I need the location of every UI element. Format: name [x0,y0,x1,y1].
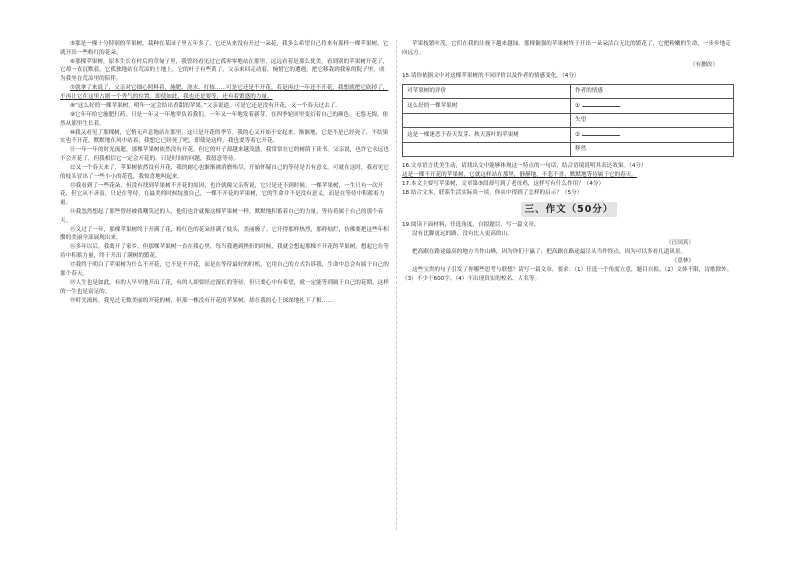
questions-column [402,40,736,284]
passage-paragraph: ⑰我终于明白了苹果树为什么不开花，它不是不开花，而是在等待最好的时机，它用自己的方式告诉我，生命中总会有属于自己的那个春天。 [60,262,389,277]
answer-blank[interactable] [582,130,620,136]
table-header: 对苹果树的评价 [403,84,571,99]
passage-paragraph: ⑮又过了一年，那棵苹果树终于开满了花，粉红色的花朵挂满了枝头，美丽极了。它开得那样热烈，那样灿烂，仿佛要把这些年积攒的美丽全部展现出来。 [60,226,389,242]
material-1: 没有比脚更远的路，没有比人更高的山。 [412,231,513,238]
table-cell: 这是一棵迷恋于春天发芽、秋天落叶的苹果树 [403,128,571,143]
passage-paragraph: ⑨它年年给它施肥打药，只是一年又一年地辜负着我们。一年又一年地发着新芽，在四季轮回里变幻着自己的颜色，无怨无悔，依然从那里生长着。 [60,111,389,127]
answer-mark: ② [575,132,581,139]
table-cell: 释然 [571,142,734,157]
question-17: 17.本文主要写苹果树，文章第⑤段却写到了老母鸡，这样写有什么作用？（4分） [402,181,605,188]
table-cell [571,128,734,143]
table-cell[interactable] [403,142,571,157]
table-header-row [403,84,734,99]
question-18: 18.结合文本，联系生活实际谈一谈，你从中得到了怎样的启示？（5分） [402,190,583,197]
passage-paragraph: ⑤那是一棵十分特别的苹果树，栽种在某园子里五年多了，它还从来没有开过一朵花，我多么希望自己将来有那样一棵苹果树，它就开出一些粉红的花朵。 [60,41,389,56]
passage-paragraph: ⑪一年一年的时光流逝，那棵苹果树依然没有开花，但它的叶子却越来越茂盛，我常常在它的树荫下读书。父亲说，也许它永远也不会开花了，但我相信它一定会开花的，只是时间的问题，我愿意等待。 [60,147,389,162]
passage-paragraph: ⑱人生也是如此，有的人早早地开出了花，有的人却要经过漫长的等待，但只要心中有希望，就一定能等到属于自己的花期，这样的一生也是富足的。 [60,279,389,295]
passage-paragraph-underlined: ⑦就拿了来说了，父亲对它细心照料着，施肥、浇水、打枝……可是它还是不开花。若是再过一年还不开花，我想就把它砍掉了，不再让它在这里占据一个秀气的位置。即使如此，我也还是要等，还有着繁盛的力量。 [60,85,389,100]
table-cell [571,99,734,114]
table-row [403,128,734,143]
passage-paragraph: ⑬我看到了一些花朵，但没有找到苹果树不开花的原因，也许就像父亲所说，它只是还不到时候。一棵苹果树，一生只有一次开花，但它从不吝啬，只是在等待，在最美的时候绽放自己，一棵不开花的苹果树，它的生命并不是没有意义，而是在等待中积蓄着力量。 [60,182,385,207]
table-cell[interactable] [403,113,571,128]
passage-paragraph: ⑫又一个春天来了，苹果树依然没有开花，我的耐心也渐渐被消磨殆尽，开始怀疑自己的等待是否有意义。可就在这时，我看见它的枝头冒出了一些小小的花苞，我惊喜地叫起来。 [60,164,389,180]
passage-paragraph: ⑯多年以后，我离开了家乡，但那棵苹果树一直在我心里，每当我遇到挫折的时候，我就会想起那棵不开花的苹果树，想起它在等待中积蓄力量，终于开出了满树的繁花。 [60,244,389,260]
table-row [403,113,734,128]
table-header: 作者的情感 [571,84,734,99]
passage-paragraph: ⑩我又看见了那棵树，它悄无声息地站在那里，这只是开花的季节。我的心又开始不安起来，渐渐地，它是不是已经死了，不结果实也不开花，默默地在风中站着，我想它已经死了吧，即使是这样，我也要等着它开花。 [60,129,389,145]
section-title-composition: 三、作文（50分） [521,202,617,217]
material-2-source: 《意林》 [671,258,694,265]
column-divider [396,40,397,530]
source-note: （有删改） [690,62,718,69]
question-19: 19.阅读下面材料，任选角度，自拟题目，写一篇文章。 [402,222,540,229]
material-2: 把高踞在路途最高的地方当作山峰，因为你们干赢了；把高踞在路途最尽头当作终点，因为可以多看几道风景。 [412,249,687,256]
table-row [403,142,734,157]
passage-paragraph: ⑧“这么好的一棵苹果树，明年一定会结出香甜的苹果。”父亲说道。可是它还是没有开花，又一个春天过去了。 [70,102,341,109]
evaluation-table [402,84,734,158]
table-row [403,99,734,114]
passage-paragraph: ⑲时光流转，我见过无数美丽的开花的树，但那一株没有开花的苹果树，却在我的心上深深地扎下了根…… [70,297,333,304]
question-15: 15.请你依据文中对这棵苹果树的不同评价以及作者的情感变化。（4分） [402,73,580,80]
question-16-sentence: 这是一棵不开花的苹果树，它就这样站在那里，静静地，不悲不喜，默默地等待属于它的春天。 [402,172,637,179]
passage-paragraph: ⑥那棵苹果树，原本生长在村后的草甸子里，我曾经看见过它孤零零地站在那里，远远看着是那么优美。看到别的苹果树开花了，它却一直沉默着。它孤独地站在荒凉的土地上，它的叶子有些黄了，父亲来回走动着，惋惜它的遭遇，把它移栽到我家的院子里，成为我坐在荒凉里的陪伴。 [60,58,389,83]
answer-blank[interactable] [582,101,620,107]
table-cell: 失望 [571,113,734,128]
table-cell: 这么好的一棵苹果树 [403,99,571,114]
passage-paragraph: ⑭我忽然想起了那些曾经被我嘲笑过的人，他们也许就像这棵苹果树一样，默默地积蓄着自己的力量，等待着属于自己的那个春天。 [60,209,384,224]
reading-passage [60,40,390,306]
writing-requirements: 这些宝贵的句子引发了你哪些思考与联想？请写一篇文章。要求：（1）任选一个角度立意，题目自拟。（2）文体不限，诗歌除外。（3）不少于600字。（4）不出现真实的校名、人名等。 [402,267,733,282]
answer-mark: ① [575,103,581,110]
material-1-source: （汪国真） [666,240,694,247]
question-16: 16.文章语言优美生动，请找出文中能够体现这一特点的一句话，结合语境说明其表达效果。（4分） [402,163,647,170]
passage-ending: 苹果枝繁叶茂，它们在我的注视下越来越绿。那棵倔强的苹果树终于开出一朵朵洁白无比的繁花了，它把粉嫩的生命，一步步地走向远方。 [402,41,731,56]
